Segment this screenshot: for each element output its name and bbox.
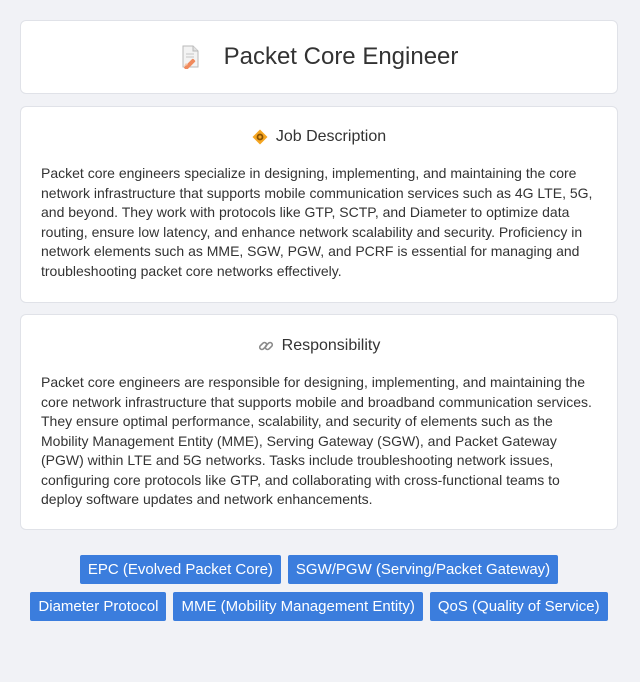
document-pencil-icon bbox=[180, 45, 202, 69]
responsibility-card bbox=[20, 314, 618, 530]
tag-qos[interactable]: QoS (Quality of Service) bbox=[430, 592, 608, 621]
tag-diameter[interactable]: Diameter Protocol bbox=[30, 592, 166, 621]
link-icon bbox=[258, 338, 274, 354]
responsibility-text: Packet core engineers are responsible for designing, implementing, and maintaining the core network infrastructure that supports mobile and broadband communication services. They ensure optimal performance, scalability, and security of elements such as the Mobility Management Entity (MME), Serving Gateway (SGW), and Packet Gateway (PGW) within LTE and 5G networks. Tasks include troubleshooting network issues, configuring core protocols like GTP, and collaborating with cross-functional teams to deploy software updates and network enhancements. bbox=[41, 374, 592, 507]
job-description-card bbox=[20, 106, 618, 303]
title-card bbox=[20, 20, 618, 94]
tag-sgw-pgw[interactable]: SGW/PGW (Serving/Packet Gateway) bbox=[288, 555, 558, 584]
job-description-title: Job Description bbox=[275, 128, 387, 145]
page-title: Packet Core Engineer bbox=[223, 43, 459, 70]
responsibility-title: Responsibility bbox=[281, 337, 381, 354]
job-description-heading bbox=[21, 128, 617, 146]
badge-icon bbox=[252, 129, 268, 145]
tag-mme[interactable]: MME (Mobility Management Entity) bbox=[173, 592, 422, 621]
responsibility-heading bbox=[21, 337, 617, 355]
skill-tags bbox=[20, 555, 618, 629]
job-description-text: Packet core engineers specialize in designing, implementing, and maintaining the core network infrastructure that supports mobile communication services such as 4G LTE, 5G, and beyond. They work with protocols like GTP, SCTP, and Diameter to optimize data routing, ensure low latency, and enhance network scalability and security. Proficiency in network elements such as MME, SGW, PGW, and PCRF is essential for managing and troubleshooting packet core networks effectively. bbox=[41, 165, 593, 279]
tag-epc[interactable]: EPC (Evolved Packet Core) bbox=[80, 555, 281, 584]
